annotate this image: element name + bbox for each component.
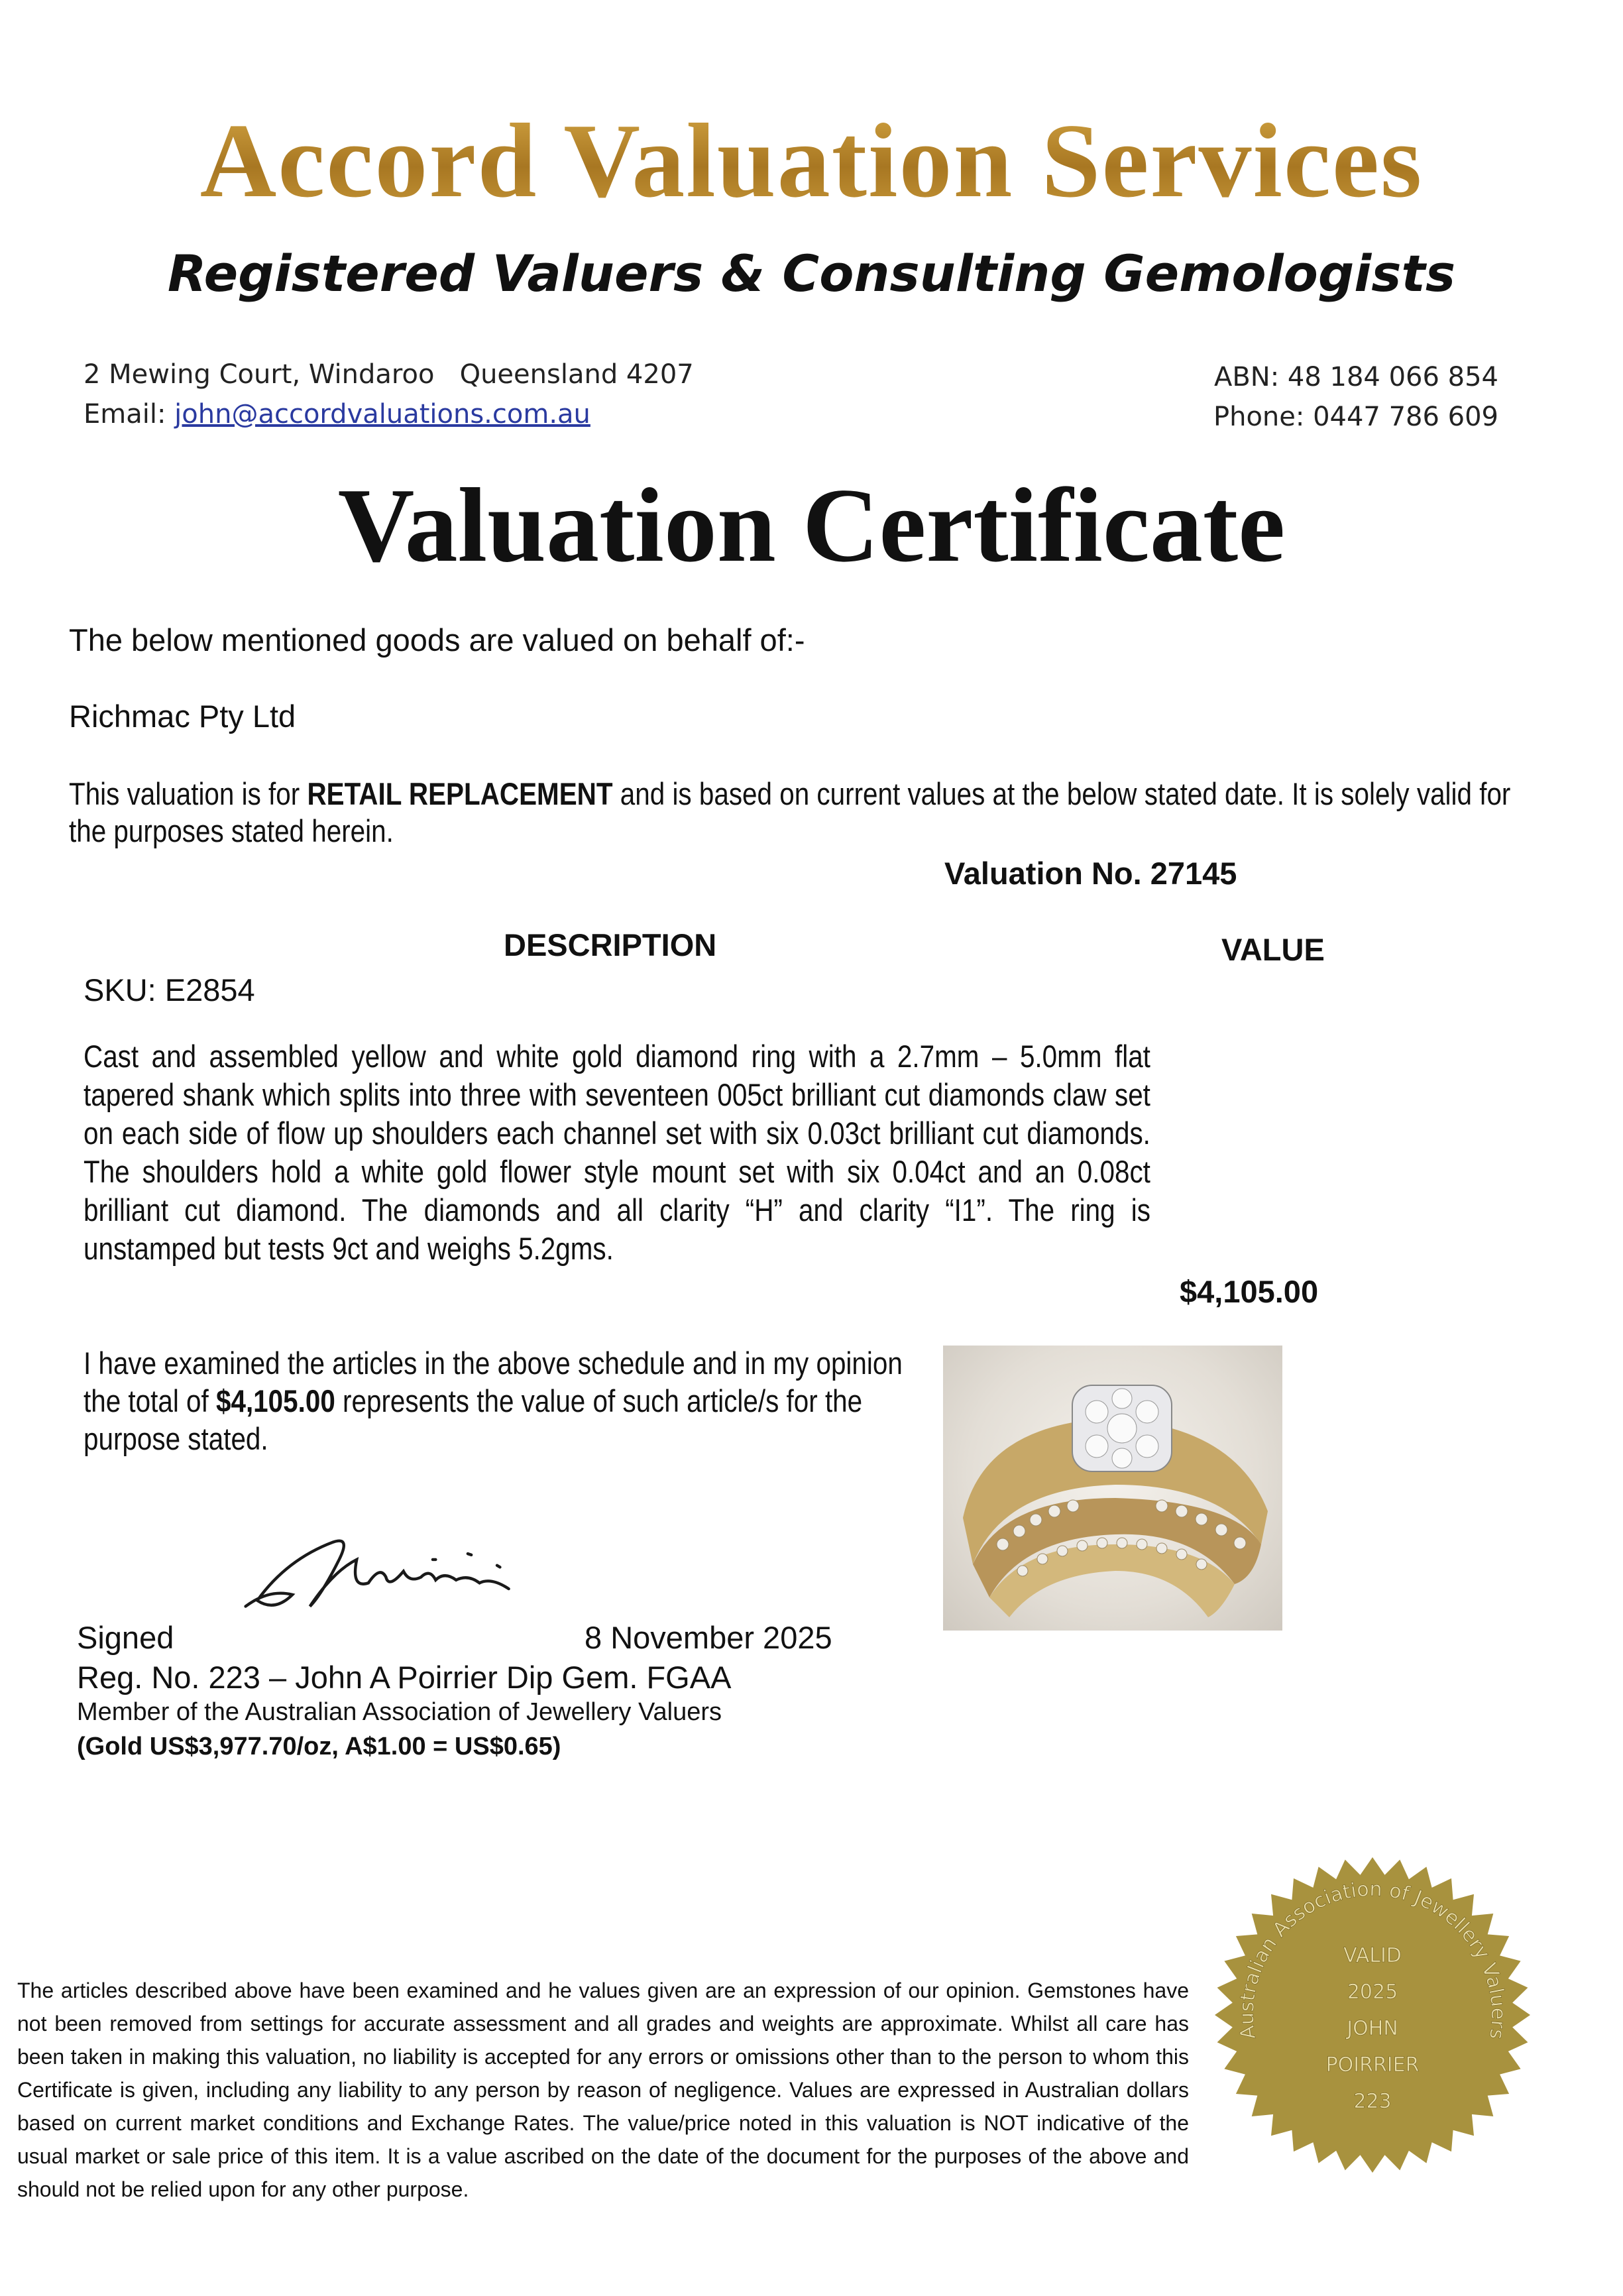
opinion-text: I have examined the articles in the above schedule and in my opinion the total of [84, 1346, 903, 1418]
client-name: Richmac Pty Ltd [69, 699, 296, 734]
email-label: Email: [84, 399, 166, 430]
state-postcode: Queensland 4207 [459, 359, 694, 390]
street-address: 2 Mewing Court, Windaroo [84, 359, 435, 390]
seal-line: JOHN [1347, 2017, 1398, 2040]
behalf-statement: The below mentioned goods are valued on behalf of:- [69, 622, 805, 658]
certificate-title: Valuation Certificate [337, 466, 1286, 584]
signed-label: Signed [77, 1620, 174, 1655]
item-value: $4,105.00 [1180, 1274, 1319, 1309]
ring-photo [943, 1346, 1282, 1631]
sku: SKU: E2854 [84, 972, 255, 1007]
purpose-statement [69, 775, 1520, 850]
membership: Member of the Australian Association of Jewellery Valuers [77, 1698, 722, 1726]
email-line [84, 399, 590, 430]
seal-line: 223 [1353, 2090, 1392, 2113]
purpose-text: This valuation is for [69, 776, 308, 811]
seal-line: VALID [1343, 1944, 1402, 1967]
address [84, 359, 694, 390]
value-header: VALUE [1221, 932, 1325, 967]
purpose-text-2: and is based on current values at the below stated date. It is solely valid for the purposes stated herein. [69, 776, 1511, 848]
seal-line: 2025 [1347, 1980, 1398, 2004]
company-name: Accord Valuation Services [0, 99, 1623, 222]
seal-ring-text: Australian Association of Jewellery Valuers [1235, 1877, 1510, 2041]
seal-star [1215, 1857, 1530, 2173]
email-link[interactable]: john@accordvaluations.com.au [174, 399, 590, 430]
gold-rate: (Gold US$3,977.70/oz, A$1.00 = US$0.65) [77, 1733, 561, 1760]
description-header: DESCRIPTION [504, 927, 717, 962]
opinion-amount: $4,105.00 [215, 1383, 335, 1418]
disclaimer: The articles described above have been examined and he values given are an expression of our opinion. Gemstones have not been removed from settings for accurate assessment and all grades and weights are approximate. Whilst all care has been taken in making this valuation, no liability is accepted for any errors or omissions other than to the person to whom this Certificate is given, including any liability to any person by reason of negligence. Values are expressed in Australian dollars based on current market conditions and Exchange Rates. The value/price noted in this valuation is NOT indicative of the usual market or sale price of this item. It is a value ascribed on the date of the document for the purposes of the above and should not be relied upon for any other purpose. [17, 1979, 1189, 2201]
item-description: Cast and assembled yellow and white gold diamond ring with a 2.7mm – 5.0mm flat tapered shank which splits into three with seventeen 005ct brilliant cut diamonds claw set on each side of flow up shoulders each channel set with six 0.03ct brilliant cut diamonds. The shoulders hold a white gold flower style mount set with six 0.04ct and an 0.08ct brilliant cut diamond. The diamonds and all clarity “H” and clarity “I1”. The ring is unstamped but tests 9ct and weighs 5.2gms. [84, 1039, 1150, 1266]
valuation-number: Valuation No. 27145 [944, 856, 1237, 891]
company-tagline: Registered Valuers & Consulting Gemologists [167, 244, 1456, 303]
purpose-type: RETAIL REPLACEMENT [307, 776, 613, 811]
signature-date: 8 November 2025 [585, 1620, 832, 1655]
registration: Reg. No. 223 – John A Poirrier Dip Gem. FGAA [77, 1660, 732, 1695]
abn: ABN: 48 184 066 854 [1213, 362, 1498, 392]
seal [1210, 1853, 1535, 2177]
phone: Phone: 0447 786 609 [1213, 402, 1498, 432]
seal-line: POIRRIER [1325, 2053, 1420, 2077]
ring-image [943, 1346, 1282, 1631]
opinion-statement [84, 1344, 915, 1458]
signature-image [212, 1524, 583, 1624]
opinion-text-2: represents the value of such article/s for the purpose stated. [84, 1383, 863, 1456]
